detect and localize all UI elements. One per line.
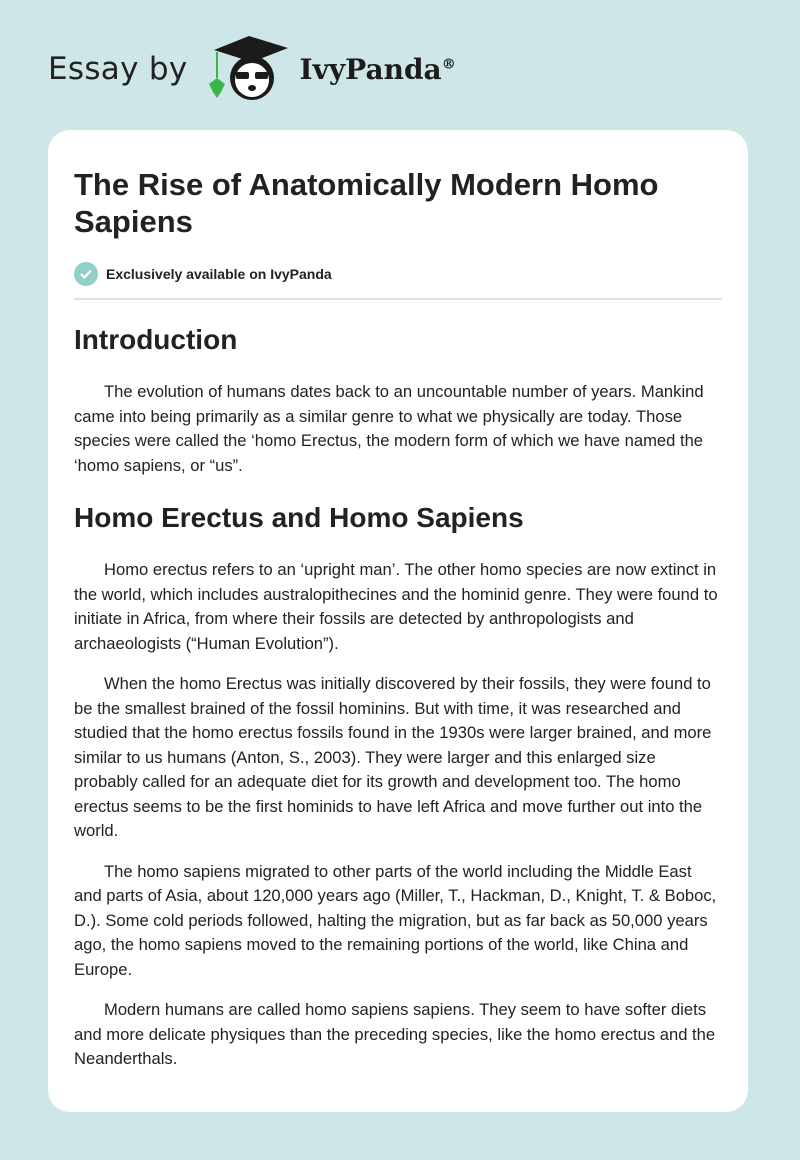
registered-mark: ® [441, 56, 456, 73]
paragraph: The homo sapiens migrated to other parts of the world including the Middle East and parts of Asia, about 120,000 years ago (Miller, T., Hackman, D., Knight, T. & Boboc, D.). Some cold periods followed, halting the migration, but as far back as 50,000 years ago, the homo sapiens moved to the remaining portions of the world, like China and Europe. [74, 861, 717, 979]
brand-name [300, 53, 456, 86]
paragraph: Homo erectus refers to an ‘upright man’. The other homo species are now extinct in the world, which includes australopithecines and the hominid genre. They were found to initiate in Africa, from where their fossils are detected by anthropologists and archaeologists (“Human Evolution”). [74, 560, 718, 653]
paragraph: When the homo Erectus was initially discovered by their fossils, they were found to be the smallest brained of the fossil hominins. But with time, it was researched and studied that the homo erectus fossils found in the 1930s were larger brained, and more similar to us humans (Anton, S., 2003). They were larger and this enlarged size probably called for an adequate diet for its growth and development too. The homo erectus seems to be the first hominids to have left Africa and move further out into the world. [74, 674, 712, 840]
essay-by-label: Essay by [48, 51, 188, 87]
paragraph: The evolution of humans dates back to an uncountable number of years. Mankind came into being primarily as a similar genre to what we physically are today. Those species were called the ‘homo Erectus, the modern form of which we have named the ‘homo sapiens, or “us”. [74, 382, 704, 475]
badge-text: Exclusively available on IvyPanda [106, 266, 332, 282]
section-heading: Homo Erectus and Homo Sapiens [74, 502, 524, 533]
essay-card [48, 130, 748, 1112]
section-heading: Introduction [74, 324, 238, 355]
essay-title: The Rise of Anatomically Modern Homo Sapiens [74, 167, 659, 239]
ivypanda-logo-icon [206, 34, 292, 104]
site-header [48, 34, 456, 104]
brand-text: IvyPanda [299, 52, 442, 86]
exclusive-badge [74, 262, 722, 286]
check-icon [74, 262, 98, 286]
paragraph: Modern humans are called homo sapiens sapiens. They seem to have softer diets and more delicate physiques than the preceding species, like the homo erectus and the Neanderthals. [74, 1000, 716, 1068]
divider [74, 298, 722, 300]
